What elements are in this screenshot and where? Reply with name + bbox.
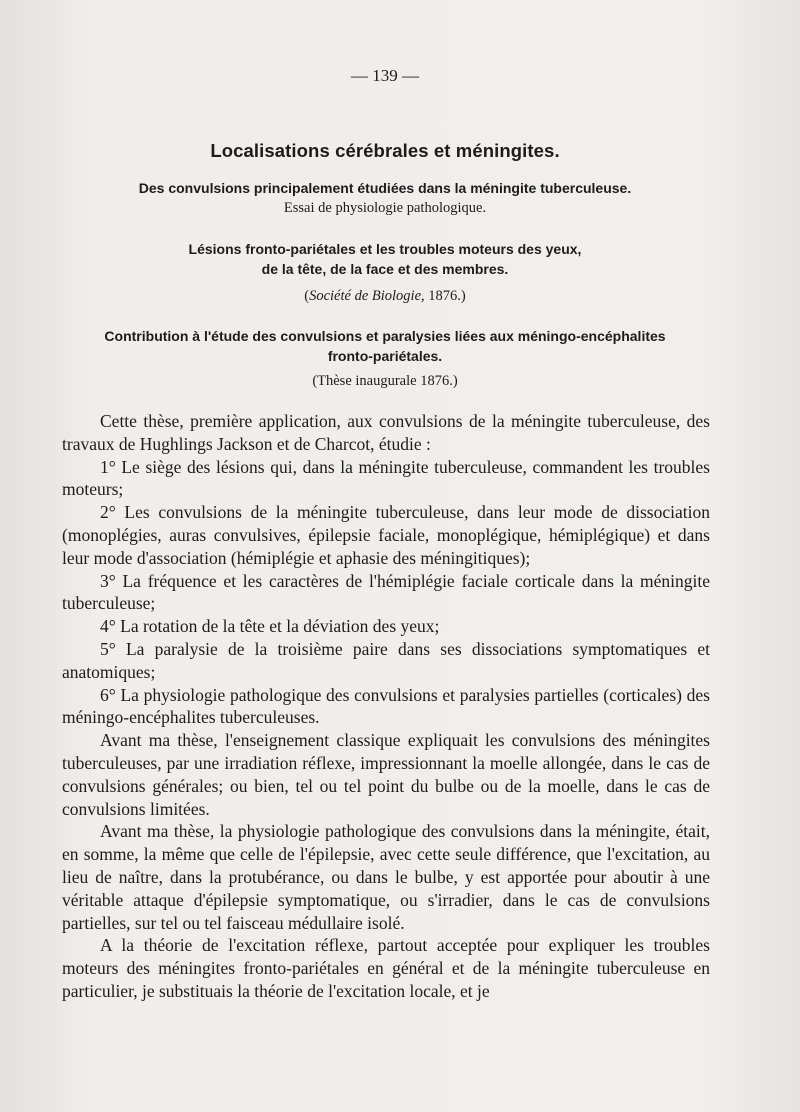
section2-heading-line2: de la tête, de la face et des membres. bbox=[261, 261, 509, 277]
citation-source: Société de Biologie, bbox=[309, 288, 425, 304]
section2-citation bbox=[52, 287, 718, 305]
list-item-3: 3° La fréquence et les caractères de l'hémiplégie faciale corticale dans la méningite tuberculeuse; bbox=[62, 570, 710, 614]
paragraph-classical-teaching: Avant ma thèse, l'enseignement classique expliquait les convulsions des méningites tuberculeuses, par une irradiation réflexe, impressionnant la moelle allongée, dans le cas de convulsions générales; ou bien, tel ou tel point du bulbe ou de la moelle, dans le cas de convulsions limitées. bbox=[62, 730, 710, 819]
body-text bbox=[62, 410, 710, 1003]
section1-heading: Des convulsions principalement étudiées dans la méningite tuberculeuse. bbox=[138, 180, 632, 196]
list-item-4: 4° La rotation de la tête et la déviation des yeux; bbox=[100, 616, 440, 637]
list-item-1: 1° Le siège des lésions qui, dans la méningite tuberculeuse, commandent les troubles moteurs; bbox=[62, 456, 710, 500]
section2-heading-line1: Lésions fronto-pariétales et les troubles moteurs des yeux, bbox=[188, 241, 582, 257]
citation-year: 1876.) bbox=[424, 288, 466, 304]
list-item-6: 6° La physiologie pathologique des convulsions et paralysies partielles (corticales) des méningo-encéphalites tuberculeuses. bbox=[62, 684, 710, 728]
paragraph-intro: Cette thèse, première application, aux convulsions de la méningite tuberculeuse, des travaux de Hughlings Jackson et de Charcot, étudie : bbox=[62, 411, 710, 454]
section3-citation: (Thèse inaugurale 1876.) bbox=[312, 373, 458, 389]
section2-heading bbox=[52, 239, 718, 279]
paragraph-reflex-theory: A la théorie de l'excitation réflexe, partout acceptée pour expliquer les troubles moteurs des méningites fronto-pariétales en général et de la méningite tuberculeuse en particulier, je substituais la théorie de l'excitation locale, et je bbox=[62, 935, 710, 1001]
section1-subtitle: Essai de physiologie pathologique. bbox=[283, 200, 487, 216]
section3-heading-line2: fronto-pariétales. bbox=[327, 348, 443, 364]
main-title: Localisations cérébrales et méningites. bbox=[210, 140, 560, 161]
list-item-2: 2° Les convulsions de la méningite tuberculeuse, dans leur mode de dissociation (monoplégies, auras convulsives, épilepsie faciale, monoplégique, hémiplégique) et dans leur mode d'association (hémiplégie et aphasie des méningitiques); bbox=[62, 502, 710, 568]
page-number: — 139 — bbox=[351, 66, 419, 85]
section3-heading-line1: Contribution à l'étude des convulsions et paralysies liées aux méningo-encéphalites bbox=[104, 328, 666, 344]
list-item-5: 5° La paralysie de la troisième paire dans ses dissociations symptomatiques et anatomiques; bbox=[62, 638, 710, 682]
section3-heading bbox=[42, 326, 728, 366]
paragraph-pathological-physiology: Avant ma thèse, la physiologie pathologique des convulsions dans la méningite, était, en somme, la même que celle de l'épilepsie, avec cette seule différence, que l'excitation, au lieu de naître, dans la protubérance, ou dans le bulbe, y est apportée pour aboutir à une véritable attaque d'épilepsie symptomatique, ou s'irradier, dans le cas de convulsions partielles, sur tel ou tel faisceau médullaire isolé. bbox=[62, 821, 710, 933]
citation-open-paren: ( bbox=[304, 288, 310, 304]
